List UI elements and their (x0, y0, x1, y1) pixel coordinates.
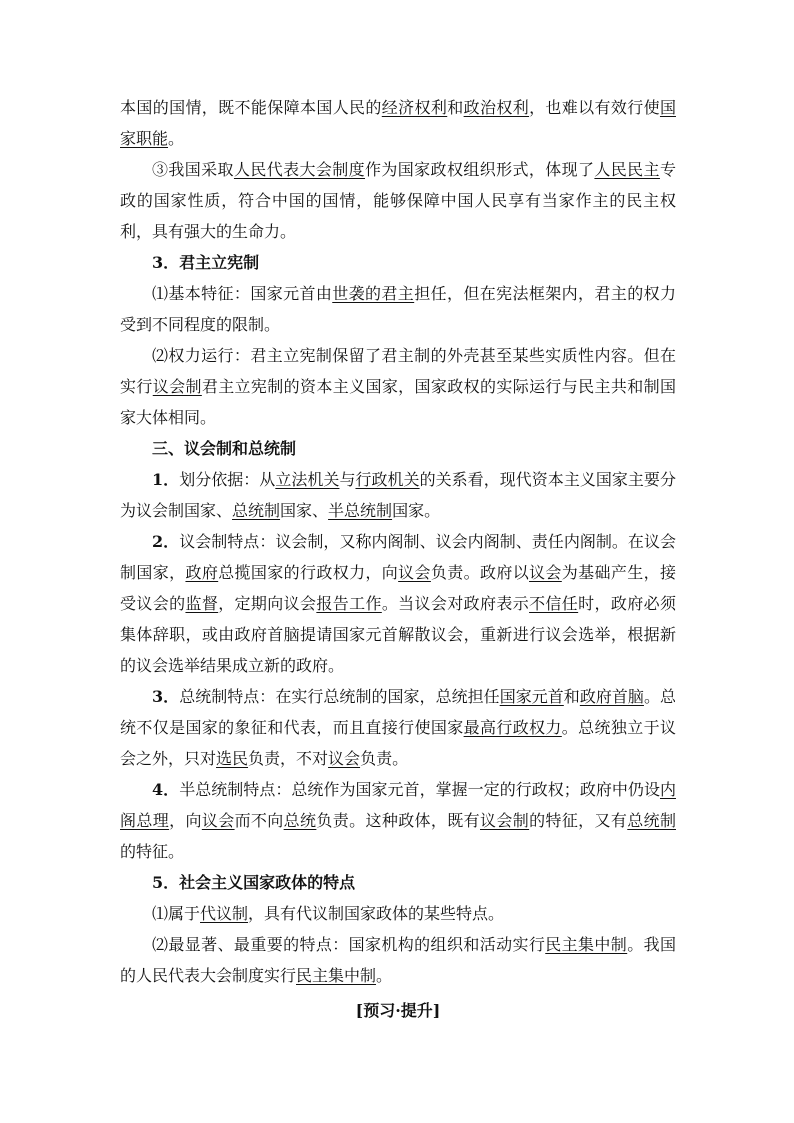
paragraph (120, 340, 676, 433)
paragraph (120, 526, 676, 681)
text-segment: ⑵权力运行：君主立宪制保留了君主制的外壳甚至某些实质性内容。但在实行 (120, 346, 676, 396)
underlined-term: 政府 (185, 563, 219, 582)
paragraph (120, 278, 676, 340)
text-segment: 3．君主立宪制 (152, 253, 260, 272)
text-segment: 。 (376, 966, 393, 985)
text-segment: 总统制特点：在实行总统制的国家，总统担任 (179, 687, 500, 706)
underlined-term: 民主集中制 (545, 935, 628, 954)
paragraph (120, 929, 676, 991)
text-segment: 君主立宪制的资本主义国家，国家政权的实际运行与民主共和制国家大体相同。 (120, 377, 676, 427)
underlined-term: 半总统制 (328, 501, 393, 520)
underlined-term: 政府首脑 (579, 687, 644, 706)
text-segment: 议会制特点：议会制，又称内阁制、议会内阁制、责任内阁制。在议会制国家， (120, 532, 676, 582)
underlined-term: 人民代表大会制度 (233, 160, 366, 179)
text-segment: 本国的国情，既不能保障本国人民的 (120, 98, 382, 117)
text-segment: 5．社会主义国家政体的特点 (152, 873, 356, 892)
paragraph (120, 681, 676, 774)
underlined-term: 议会制 (152, 377, 202, 396)
underlined-term: 国家元首 (499, 687, 564, 706)
text-segment: 1． (152, 470, 180, 489)
text-segment: ③我国采取 (152, 160, 234, 179)
underlined-term: 议会 (328, 749, 361, 768)
text-segment: 。我国的人民代表大会制度实行 (120, 935, 676, 985)
text-segment: ，具有代议制国家政体的某些特点。 (248, 904, 505, 923)
underlined-term: 内阁总理 (120, 780, 676, 830)
paragraph (120, 154, 676, 247)
text-segment: 为基础产生，接受议会的 (120, 563, 676, 613)
underlined-term: 人民民主 (594, 160, 660, 179)
underlined-term: 议会 (201, 811, 235, 830)
text-segment: 的特征。 (120, 842, 185, 861)
text-segment: 划分依据：从 (179, 470, 276, 489)
text-segment: 时，政府必须集体辞职，或由政府首脑提请国家元首解散议会，重新进行议会选举，根据新的议会选举结果成立新的政府。 (120, 594, 676, 675)
document-body (120, 92, 676, 1026)
underlined-term: 经济权利 (381, 98, 448, 117)
section-heading (120, 247, 676, 278)
underlined-term: 总统制 (232, 501, 281, 520)
underlined-term: 代议制 (200, 904, 249, 923)
text-segment: 。当议会对政府表示 (381, 594, 530, 613)
text-segment: 国家、 (280, 501, 329, 520)
text-segment: 三、议会制和总统制 (152, 439, 297, 458)
text-segment: 的关系看，现代资本主义国家主要分为议会制国家、 (120, 470, 676, 520)
paragraph (120, 464, 676, 526)
section-footer-label: [预习·提升] (355, 1001, 441, 1020)
text-segment: ，向 (169, 811, 202, 830)
text-segment: 3． (152, 687, 180, 706)
text-segment: 和 (563, 687, 580, 706)
underlined-term: 报告工作 (316, 594, 382, 613)
underlined-term: 总统 (283, 811, 317, 830)
section-heading (120, 433, 676, 464)
underlined-term: 世袭的君主 (332, 284, 415, 303)
underlined-term: 立法机关 (275, 470, 340, 489)
underlined-term: 监督 (185, 594, 219, 613)
text-segment: 而不向 (234, 811, 284, 830)
paragraph (120, 92, 676, 154)
text-segment: 。总统独立于议会之外，只对 (120, 718, 676, 768)
underlined-term: 议会制 (480, 811, 530, 830)
text-segment: 和 (447, 98, 464, 117)
underlined-term: 政治权利 (463, 98, 530, 117)
text-segment: 与 (339, 470, 356, 489)
underlined-term: 行政机关 (355, 470, 420, 489)
text-segment: 。 (168, 129, 185, 148)
underlined-term: 民主集中制 (296, 966, 377, 985)
underlined-term: 议会 (398, 563, 431, 582)
paragraph (120, 898, 676, 929)
text-segment: 的特征，又有 (529, 811, 628, 830)
text-segment: ⑴基本特征：国家元首由 (152, 284, 333, 303)
text-segment: ⑴属于 (152, 904, 201, 923)
text-segment: 担任，但在宪法框架内，君主的权力受到不同程度的限制。 (120, 284, 676, 334)
underlined-term: 国家职能 (120, 98, 676, 148)
paragraph (120, 774, 676, 867)
underlined-term: 最高行政权力 (463, 718, 562, 737)
text-segment: 负责。 (360, 749, 409, 768)
text-segment: ，也难以有效行使 (529, 98, 660, 117)
section-heading (120, 867, 676, 898)
underlined-term: 议会 (529, 563, 562, 582)
text-segment: 。总统不仅是国家的象征和代表，而且直接行使国家 (120, 687, 676, 737)
underlined-term: 选民 (216, 749, 249, 768)
text-segment: 2． (152, 532, 180, 551)
text-segment: 半总统制特点：总统作为国家元首，掌握一定的行政权；政府中仍设 (179, 780, 660, 799)
text-segment: ，定期向议会 (218, 594, 317, 613)
text-segment: 总揽国家的行政权力，向 (218, 563, 399, 582)
text-segment: ⑵最显著、最重要的特点：国家机构的组织和活动实行 (152, 935, 546, 954)
underlined-term: 总统制 (627, 811, 676, 830)
text-segment: 专政的国家性质，符合中国的国情，能够保障中国人民享有当家作主的民主权利，具有强大的生命力。 (120, 160, 676, 241)
text-segment: 负责。这种政体，既有 (316, 811, 480, 830)
text-segment: 负责。政府以 (430, 563, 530, 582)
text-segment: 国家。 (392, 501, 441, 520)
text-segment: 4． (152, 780, 180, 799)
document-content (120, 92, 676, 991)
text-segment: 负责，不对 (248, 749, 329, 768)
underlined-term: 不信任 (529, 594, 579, 613)
text-segment: 作为国家政权组织形式，体现了 (365, 160, 595, 179)
